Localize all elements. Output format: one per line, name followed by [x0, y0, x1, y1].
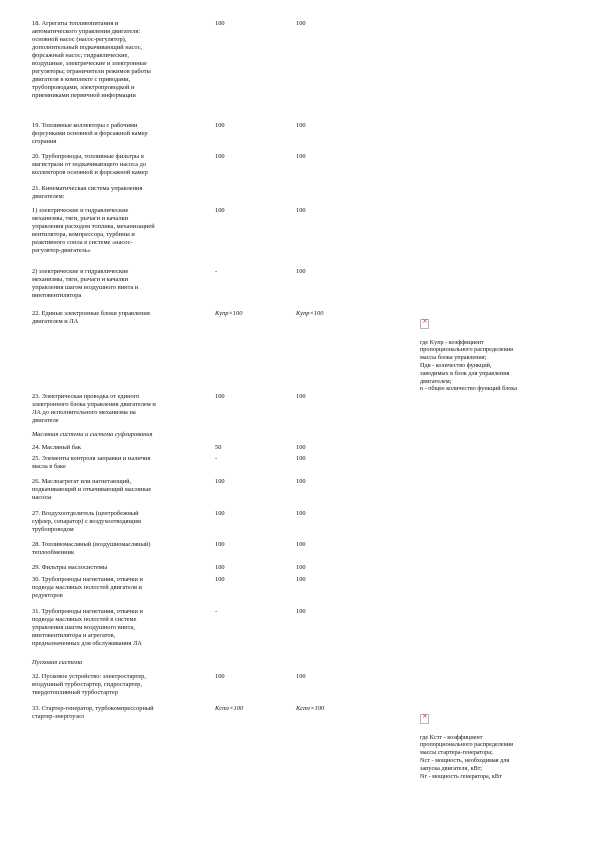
item-description: 27. Воздухоотделитель (центробежный суфлер, сепаратор) с воздухоотводящим трубопроводом	[32, 510, 141, 533]
value-col-2: 100	[296, 510, 306, 517]
value-col-2: 100	[296, 576, 306, 583]
item-description: 32. Пусковое устройство: электростартер, воздушный турбостартер, гидростартер, твердотопливный турбостартер	[32, 673, 146, 696]
value-col-2: 100	[296, 541, 306, 548]
value-col-1: -	[215, 455, 218, 462]
formula-col-1: Kупр×100	[215, 310, 243, 317]
item-description: 28. Топливомасляный (воздушномасляный) теплообменник	[32, 541, 151, 556]
value-col-1: 100	[215, 393, 225, 400]
item-description: 23. Электрическая проводка от единого электронного блока управления двигателем и ЛА до исполнительного механизма на двигателе	[32, 393, 156, 424]
broken-image-icon	[420, 319, 429, 329]
value-col-1: -	[215, 608, 218, 615]
formula-col-2: Kупр×100	[296, 310, 324, 317]
value-col-1: 100	[215, 576, 225, 583]
item-description: 30. Трубопроводы нагнетания, откачки и подвода масляных полостей двигателя и редукторов	[32, 576, 143, 599]
item-description: 2) электрические и гидравлические механизмы, тяги, рычаги и качалки управления шагом воздушного винта и винтовентилятора	[32, 268, 139, 299]
item-description: 21. Кинематическая система управления двигателем:	[32, 185, 143, 200]
item-description: 19. Топливные коллекторы с рабочими форсунками основной и форсажной камер сгорания	[32, 122, 148, 145]
item-description: 29. Фильтры маслосистемы	[32, 564, 108, 571]
value-col-2: 100	[296, 608, 306, 615]
value-col-1: 100	[215, 564, 225, 571]
value-col-2: 100	[296, 20, 306, 27]
value-col-2: 100	[296, 444, 306, 451]
section-title: Масляная система и система суфлирования	[32, 431, 153, 438]
item-description: 20. Трубопроводы, топливные фильтры в магистрали от подкачивающего насоса до коллекторов основной и форсажной камер	[32, 153, 148, 176]
formula-note-text: где Kупр - коэффициент пропорционального распределения массы блока управления; Пдв - количество функций, заводимых в блок для управления двигателем; n - общее количество функций блока	[420, 338, 517, 393]
value-col-1: 100	[215, 20, 225, 27]
formula-note	[420, 706, 575, 780]
value-col-1: 100	[215, 122, 225, 129]
item-description: 26. Маслоагрегат или нагнетающий, подкачивающий и откачивающий масляные насосы	[32, 478, 152, 501]
value-col-2: 100	[296, 564, 306, 571]
formula-col-1: Kстг×100	[215, 705, 244, 712]
formula-col-2: Kстг×100	[296, 705, 325, 712]
item-description: 22. Единые электронные блоки управления двигателем и ЛА	[32, 310, 150, 325]
item-description: 24. Масляный бак	[32, 444, 81, 451]
value-col-1: 100	[215, 478, 225, 485]
item-description: 31. Трубопроводы нагнетания, откачки и подвода масляных полостей в системе управления шагом воздушного винта, винтовентилятора и агрегатов, предназначенных для обслуживания ЛА	[32, 608, 143, 647]
item-description: 1) электрические и гидравлические механизмы, тяги, рычаги и качалки управления расходом топлива, механизацией вентилятора, компрессора, турбины и реактивного сопла в системе «насос- регулятор-двигатель»	[32, 207, 155, 254]
item-description: 18. Агрегаты топливопитания и автоматического управления двигателя: основной насос (насос-регулятор), дополнительный подкачивающий насос, форсажный насос; гидравлические, воздушные, электрические и электронные регуляторы; ограничители режимов работы двигателя в комплекте с приводами, трубопроводами, электропроводкой и приемниками первичной информации	[32, 20, 151, 99]
value-col-1: -	[215, 268, 218, 275]
value-col-1: 100	[215, 207, 225, 214]
value-col-2: 100	[296, 122, 306, 129]
value-col-1: 100	[215, 510, 225, 517]
value-col-2: 100	[296, 673, 306, 680]
value-col-1: 100	[215, 541, 225, 548]
value-col-2: 100	[296, 478, 306, 485]
item-description: 25. Элементы контроля заправки и наличия масла в баке	[32, 455, 151, 470]
value-col-1: 100	[215, 153, 225, 160]
value-col-2: 100	[296, 153, 306, 160]
broken-image-icon	[420, 714, 429, 724]
value-col-2: 100	[296, 268, 306, 275]
formula-note-text: где Kстг - коэффициент пропорционального распределения массы стартера-генератора; Nст - мощность, необходимая для запуска двигателя, кВт; Nг - мощность генератора, кВт	[420, 733, 514, 780]
value-col-1: 50	[215, 444, 222, 451]
item-description: 33. Стартер-генератор, турбокомпрессорный стартер-энергоузел	[32, 705, 154, 720]
formula-note	[420, 311, 575, 393]
value-col-2: 100	[296, 207, 306, 214]
value-col-2: 100	[296, 393, 306, 400]
section-title: Пусковая система	[32, 659, 83, 666]
value-col-1: 100	[215, 673, 225, 680]
value-col-2: 100	[296, 455, 306, 462]
